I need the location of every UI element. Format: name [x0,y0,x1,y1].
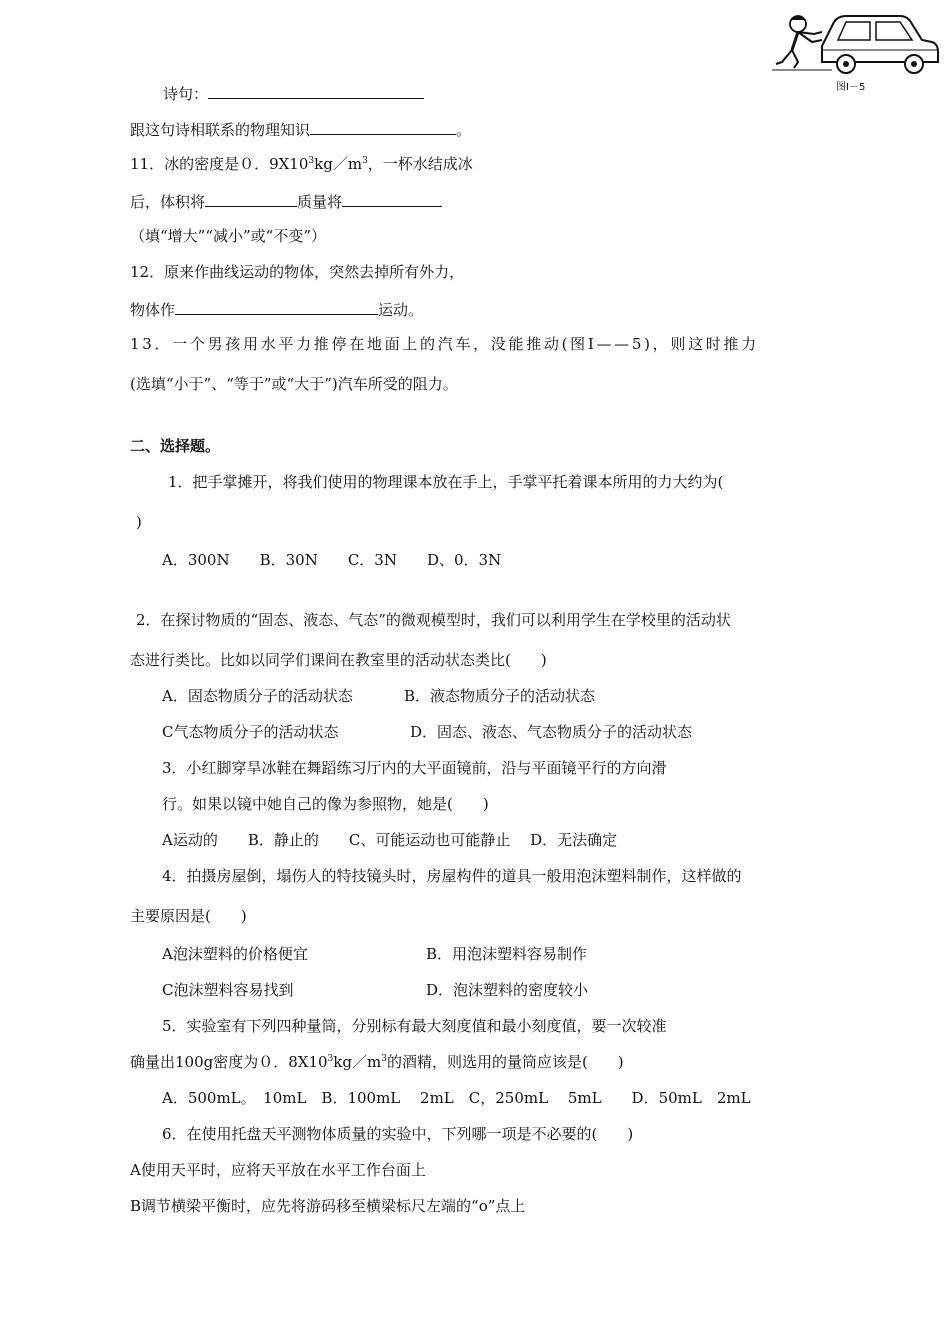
q1-options: A．300N B．30N C．3N D、0．3N [162,551,502,569]
q5-stem-line1: 5．实验室有下列四种量筒，分别标有最大刻度值和最小刻度值，要一次较准 [162,1017,667,1035]
physics-line [130,118,471,140]
physics-suffix: 。 [456,121,472,139]
q2-option-a: A．固态物质分子的活动状态 [162,687,353,705]
poem-line [163,82,424,104]
q5-sup: 3 [327,1054,334,1064]
q4-option-b: B．用泡沫塑料容易制作 [426,945,588,963]
q5-stem-line2 [130,1052,624,1072]
q11-text-c: ，一杯水结成冰 [367,155,473,173]
physics-blank[interactable] [310,118,456,135]
q1-stem-line1: 1．把手掌摊开，将我们使用的物理课本放在手上，手掌平托着课本所用的力大约为( [168,473,724,491]
q4-stem-line1: 4．拍摄房屋倒，塌伤人的特技镜头时，房屋构件的道具一般用泡沫塑料制作，这样做的 [162,867,742,885]
q3-stem-line1: 3．小红脚穿旱冰鞋在舞蹈练习厅内的大平面镜前，沿与平面镜平行的方向滑 [162,759,667,777]
q13-line2: (选填“小于”、“等于”或“大于”)汽车所受的阻力。 [130,375,458,393]
q2-option-b: B．液态物质分子的活动状态 [404,687,596,705]
q11-mass-blank[interactable] [342,190,442,207]
section-title: 二、选择题。 [130,437,221,455]
q6-option-b: B调节横梁平衡时，应先将游码移至横梁标尺左端的“o”点上 [130,1197,526,1215]
q5-options: A．500mL。 10mL B．100mL 2mL C，250mL 5mL D．50mL 2mL [162,1089,751,1107]
q5-sup2: 3 [381,1054,387,1064]
q5-text-a: 确量出100g密度为０．8X10 [130,1053,328,1071]
q4-option-c: C泡沫塑料容易找到 [162,981,294,999]
q11-mass-label: 质量将 [297,193,343,211]
q11-sup2: 3 [362,156,368,166]
figure-caption: 图Ⅰ－5 [836,82,866,93]
q11-volume-blank[interactable] [205,190,297,207]
q12-prefix: 物体作 [130,301,176,319]
q11-text-b: kg／m [314,155,363,173]
q13-line1: 13．一个男孩用水平力推停在地面上的汽车，没能推动(图Ⅰ——5)，则这时推力 [130,335,759,353]
q2-stem-line2: 态进行类比。比如以同学们课间在教室里的活动状态类比( ) [130,651,547,669]
physics-prefix: 跟这句诗相联系的物理知识 [130,121,311,139]
q1-stem-line2: ) [136,513,142,531]
q12-line2 [130,298,423,320]
q3-options: A运动的 B．静止的 C、可能运动也可能静止 D．无法确定 [162,831,618,849]
q11-text-a: 11．冰的密度是０．9X10 [130,155,309,173]
q5-text-b: kg／m [333,1053,382,1071]
q6-option-a: A使用天平时，应将天平放在水平工作台面上 [130,1161,426,1179]
q11-line3: （填“增大”“减小”或“不变”） [130,227,327,245]
q11-line1 [130,154,473,174]
q5-text-c: 的酒精，则选用的量筒应该是( ) [386,1053,624,1071]
q12-line1: 12．原来作曲线运动的物体，突然去掉所有外力， [130,263,465,281]
q6-stem: 6．在使用托盘天平测物体质量的实验中，下列哪一项是不必要的( ) [162,1125,634,1143]
q12-blank[interactable] [175,298,378,315]
q11-volume-label: 后，体积将 [130,193,206,211]
q2-option-c: C气态物质分子的活动状态 [162,723,339,741]
q4-stem-line2: 主要原因是( ) [130,907,247,925]
q4-option-d: D．泡沫塑料的密度较小 [426,981,589,999]
q3-stem-line2: 行。如果以镜中她自己的像为参照物，她是( ) [162,795,489,813]
q2-stem-line1: 2．在探讨物质的“固态、液态、气态”的微观模型时，我们可以利用学生在学校里的活动状 [136,611,731,629]
q11-line2 [130,190,442,212]
poem-prefix: 诗句： [163,85,209,103]
poem-blank[interactable] [208,82,424,99]
q2-option-d: D．固态、液态、气态物质分子的活动状态 [410,723,693,741]
q4-option-a: A泡沫塑料的价格便宜 [162,945,308,963]
q11-sup: 3 [308,156,315,166]
q12-suffix: 运动。 [378,301,424,319]
